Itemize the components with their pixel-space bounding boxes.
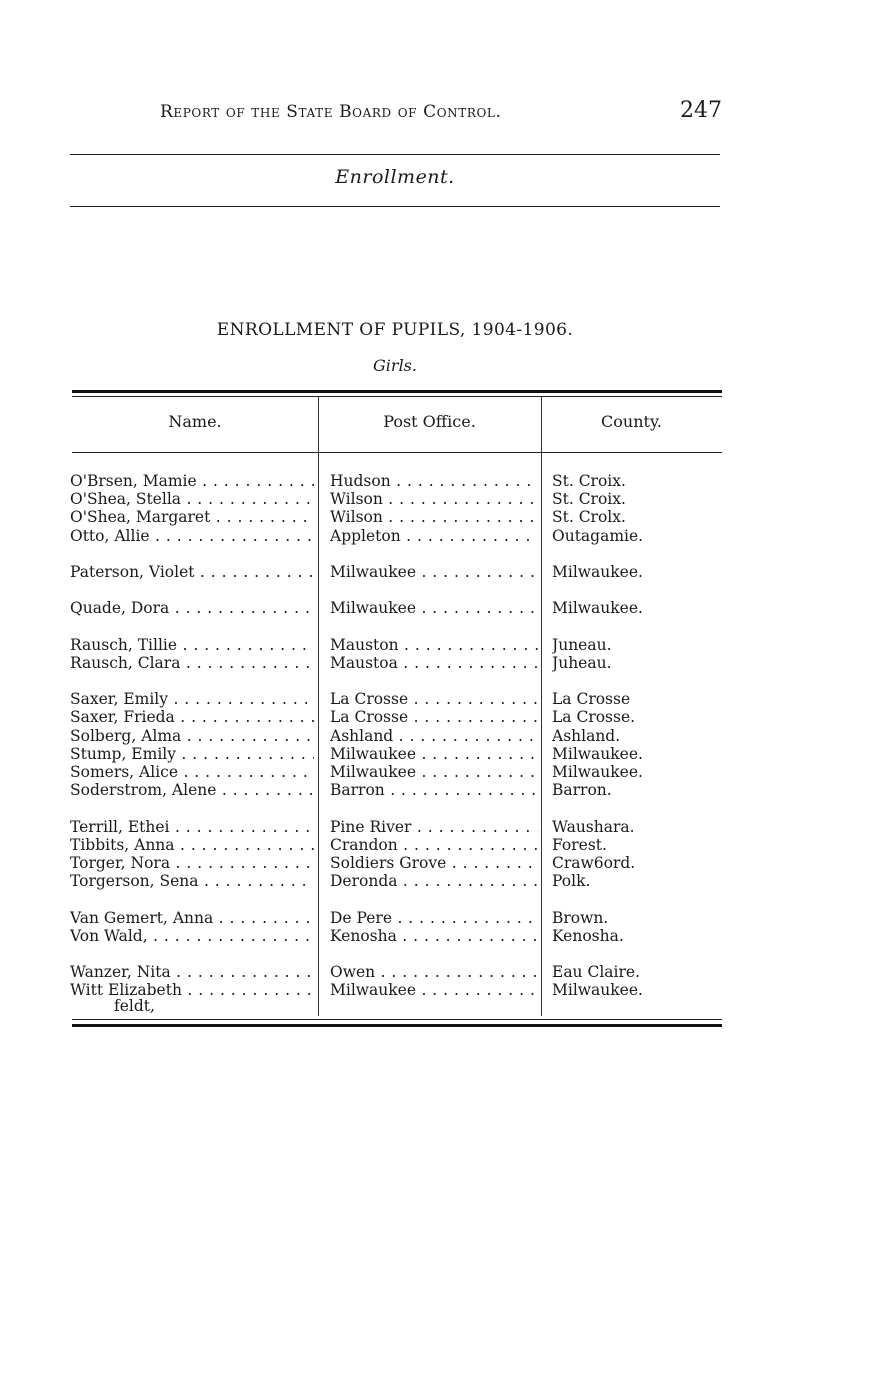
table-subtitle: Girls. <box>373 356 417 375</box>
county: Milwaukee. <box>552 599 643 618</box>
pupil-name: Quade, Dora . . . <box>70 599 314 617</box>
pupil-name: Witt Elizabeth . . . <box>70 981 314 999</box>
table-row <box>70 490 730 508</box>
county: Polk. <box>552 872 591 891</box>
county: Waushara. <box>552 817 635 836</box>
post-office: Appleton . . . <box>330 527 538 545</box>
pupil-name: Torger, Nora . . . <box>70 854 314 872</box>
post-office: Wilson . . . <box>330 508 538 526</box>
table-row <box>70 599 730 617</box>
post-office: Deronda . . . <box>330 872 538 890</box>
county: Milwaukee. <box>552 981 643 1000</box>
table-row <box>70 981 730 1016</box>
post-office: Ashland . . . <box>330 727 538 745</box>
pupil-name: Paterson, Violet . . . <box>70 563 314 581</box>
section-rule <box>70 206 720 207</box>
pupil-name: O'Brsen, Mamie . . . <box>70 472 314 490</box>
post-office: La Crosse . . . <box>330 690 538 708</box>
pupil-name: Terrill, Ethei . . . <box>70 818 314 836</box>
county: Ashland. <box>552 726 621 745</box>
county: Kenosha. <box>552 926 624 945</box>
group-spacer <box>70 945 730 963</box>
post-office: Hudson . . . <box>330 472 538 490</box>
post-office: Milwaukee . . . <box>330 763 538 781</box>
table-body <box>70 472 730 1016</box>
table-row <box>70 745 730 763</box>
pupil-name: O'Shea, Stella . . . <box>70 490 314 508</box>
group-spacer <box>70 890 730 908</box>
county: Milwaukee. <box>552 562 643 581</box>
table-row <box>70 909 730 927</box>
table-row <box>70 563 730 581</box>
post-office: Milwaukee . . . <box>330 599 538 617</box>
header-rule <box>70 154 720 155</box>
county: Eau Claire. <box>552 963 640 982</box>
table-row <box>70 727 730 745</box>
post-office: Wilson . . . <box>330 490 538 508</box>
table-row <box>70 927 730 945</box>
county: St. Croix. <box>552 472 626 490</box>
county: La Crosse. <box>552 708 636 727</box>
pupil-name: Saxer, Emily . . . <box>70 690 314 708</box>
section-title: Enrollment. <box>335 166 455 188</box>
post-office: Milwaukee . . . <box>330 745 538 763</box>
table-row <box>70 836 730 854</box>
pupil-name: Torgerson, Sena . . . <box>70 872 314 890</box>
pupil-name: Rausch, Clara . . . <box>70 654 314 672</box>
post-office: Kenosha . . . <box>330 927 538 945</box>
county: St. Croix. <box>552 490 626 509</box>
pupil-name-continuation: feldt, <box>114 997 155 1016</box>
post-office: Milwaukee . . . <box>330 981 538 999</box>
column-header-post-office: Post Office. <box>383 412 476 431</box>
pupil-name: O'Shea, Margaret . . . <box>70 508 314 526</box>
pupil-name: Wanzer, Nita . . . <box>70 963 314 981</box>
table-row <box>70 963 730 981</box>
page-number: 247 <box>680 98 722 123</box>
pupil-name: Van Gemert, Anna . . . <box>70 909 314 927</box>
group-spacer <box>70 581 730 599</box>
table-row <box>70 872 730 890</box>
table-row <box>70 781 730 799</box>
table-row <box>70 708 730 726</box>
table-bottom-rule-thin <box>72 1019 722 1020</box>
table-row <box>70 690 730 708</box>
table-row <box>70 854 730 872</box>
county: Juneau. <box>552 635 612 654</box>
table-row <box>70 472 730 490</box>
county: St. Crolx. <box>552 508 626 527</box>
pupil-name: Rausch, Tillie . . . <box>70 636 314 654</box>
county: Milwaukee. <box>552 763 643 781</box>
column-header-name: Name. <box>168 412 222 431</box>
post-office: Owen . . . <box>330 963 538 981</box>
county: Outagamie. <box>552 526 644 545</box>
group-spacer <box>70 545 730 563</box>
post-office: Soldiers Grove . . . <box>330 854 538 872</box>
county: Milwaukee. <box>552 744 643 763</box>
pupil-name: Tibbits, Anna . . . <box>70 836 314 854</box>
table-top-rule-thin <box>72 396 722 397</box>
table-row <box>70 654 730 672</box>
post-office: La Crosse . . . <box>330 708 538 726</box>
county: Forest. <box>552 835 607 854</box>
post-office: Crandon . . . <box>330 836 538 854</box>
column-header-county: County. <box>601 412 662 431</box>
post-office: Maustoa . . . <box>330 654 538 672</box>
table-bottom-rule <box>72 1024 722 1027</box>
table-row <box>70 818 730 836</box>
pupil-name: Otto, Allie . . . <box>70 527 314 545</box>
pupil-name: Von Wald, . . . <box>70 927 314 945</box>
post-office: Barron . . . <box>330 781 538 799</box>
county: Juheau. <box>552 653 612 672</box>
county: Craw6ord. <box>552 853 636 872</box>
post-office: Pine River . . . <box>330 818 538 836</box>
table-title: ENROLLMENT OF PUPILS, 1904-1906. <box>216 320 574 340</box>
table-row <box>70 763 730 781</box>
post-office: Mauston . . . <box>330 636 538 654</box>
table-row <box>70 527 730 545</box>
pupil-name: Soderstrom, Alene . . . <box>70 781 314 799</box>
group-spacer <box>70 618 730 636</box>
table-row <box>70 636 730 654</box>
pupil-name: Solberg, Alma . . . <box>70 727 314 745</box>
table-top-rule <box>72 390 722 393</box>
county: Barron. <box>552 781 612 800</box>
running-head: Report of the State Board of Control. <box>160 102 502 122</box>
county: La Crosse <box>552 690 631 709</box>
county: Brown. <box>552 908 609 927</box>
post-office: De Pere . . . <box>330 909 538 927</box>
pupil-name: Somers, Alice . . . <box>70 763 314 781</box>
pupil-name: Stump, Emily . . . <box>70 745 314 763</box>
group-spacer <box>70 799 730 817</box>
post-office: Milwaukee . . . <box>330 563 538 581</box>
pupil-name: Saxer, Frieda . . . <box>70 708 314 726</box>
table-row <box>70 508 730 526</box>
header-bottom-rule <box>72 452 722 453</box>
group-spacer <box>70 672 730 690</box>
